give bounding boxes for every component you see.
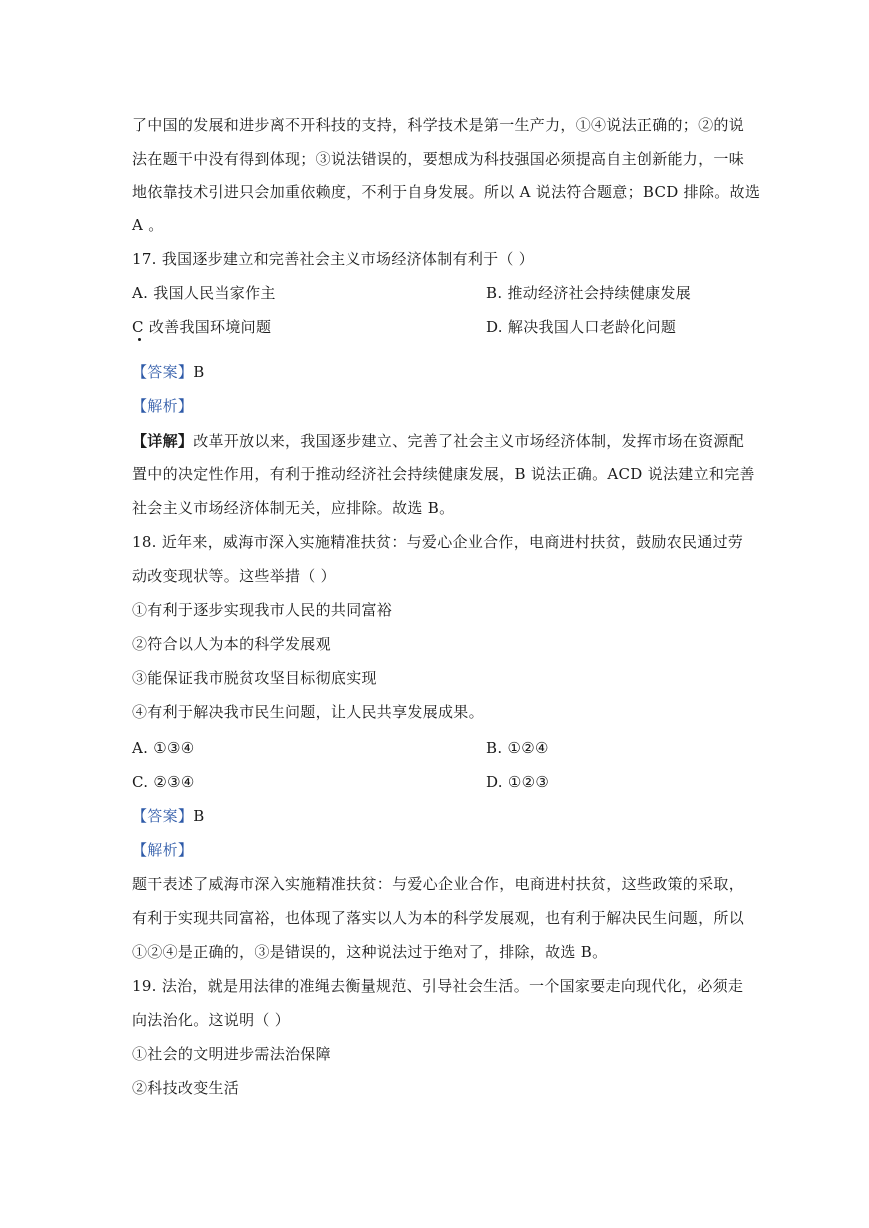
answer-label: 【答案】 [132,363,194,381]
q19-statement-1: ①社会的文明进步需法治保障 [132,1045,331,1063]
q18-stem-line-1: 18. 近年来，威海市深入实施精准扶贫：与爱心企业合作，电商进村扶贫，鼓励农民通过劳 [132,533,744,551]
q18-analysis-label [132,840,193,860]
q17-detail-line-3: 社会主义市场经济体制无关，应排除。故选 B。 [132,499,455,517]
q17-option-b: B. 推动经济社会持续健康发展 [486,284,692,302]
q18-option-b: B. ①②④ [486,739,549,757]
q18-statement-4: ④有利于解决我市民生问题，让人民共享发展成果。 [132,703,484,721]
stray-dot-mark [138,338,141,341]
q17-option-a: A. 我国人民当家作主 [132,284,276,302]
q16-analysis-line-3: 地依靠技术引进只会加重依赖度，不利于自身发展。所以 A 说法符合题意；BCD 排除。故选 [132,183,761,201]
q18-detail-line-2: 有利于实现共同富裕，也体现了落实以人为本的科学发展观，也有利于解决民生问题，所以 [132,909,745,927]
q19-stem-line-1: 19. 法治，就是用法律的准绳去衡量规范、引导社会生活。一个国家要走向现代化，必须走 [132,977,744,995]
q18-detail-line-3: ①②④是正确的，③是错误的，这种说法过于绝对了，排除，故选 B。 [132,943,608,961]
q18-option-c: C. ②③④ [132,773,195,791]
detail-text: 改革开放以来，我国逐步建立、完善了社会主义市场经济体制，发挥市场在资源配 [193,432,745,450]
q18-detail-line-1: 题干表述了威海市深入实施精准扶贫：与爱心企业合作，电商进村扶贫，这些政策的采取， [132,875,745,893]
q18-statement-2: ②符合以人为本的科学发展观 [132,635,331,653]
q17-option-d: D. 解决我国人口老龄化问题 [486,318,677,336]
q17-detail-line-2: 置中的决定性作用，有利于推动经济社会持续健康发展，B 说法正确。ACD 说法建立和完善 [132,465,755,483]
q16-analysis-line-2: 法在题干中没有得到体现；③说法错误的，要想成为科技强国必须提高自主创新能力，一味 [132,150,745,168]
analysis-label: 【解析】 [132,841,194,859]
q16-analysis-line-1: 了中国的发展和进步离不开科技的支持，科学技术是第一生产力，①④说法正确的；②的说 [132,116,745,134]
q17-analysis-label [132,396,193,416]
detail-label: 【详解】 [132,432,194,450]
q18-option-a: A. ①③④ [132,739,195,757]
q18-answer [132,806,205,826]
answer-value: B [193,807,205,825]
q19-stem-line-2: 向法治化。这说明（ ） [132,1011,291,1029]
q17-answer [132,362,205,382]
q17-option-c: C 改善我国环境问题 [132,318,272,336]
analysis-label: 【解析】 [132,397,194,415]
q18-statement-1: ①有利于逐步实现我市人民的共同富裕 [132,601,393,619]
q17-stem: 17. 我国逐步建立和完善社会主义市场经济体制有利于（ ） [132,250,535,268]
q19-statement-2: ②科技改变生活 [132,1079,240,1097]
q17-detail-line-1 [132,431,744,451]
q18-stem-line-2: 动改变现状等。这些举措（ ） [132,567,336,585]
q18-option-d: D. ①②③ [486,773,550,791]
answer-value: B [193,363,205,381]
q18-statement-3: ③能保证我市脱贫攻坚目标彻底实现 [132,669,377,687]
q16-analysis-line-4: A 。 [132,216,164,234]
answer-label: 【答案】 [132,807,194,825]
